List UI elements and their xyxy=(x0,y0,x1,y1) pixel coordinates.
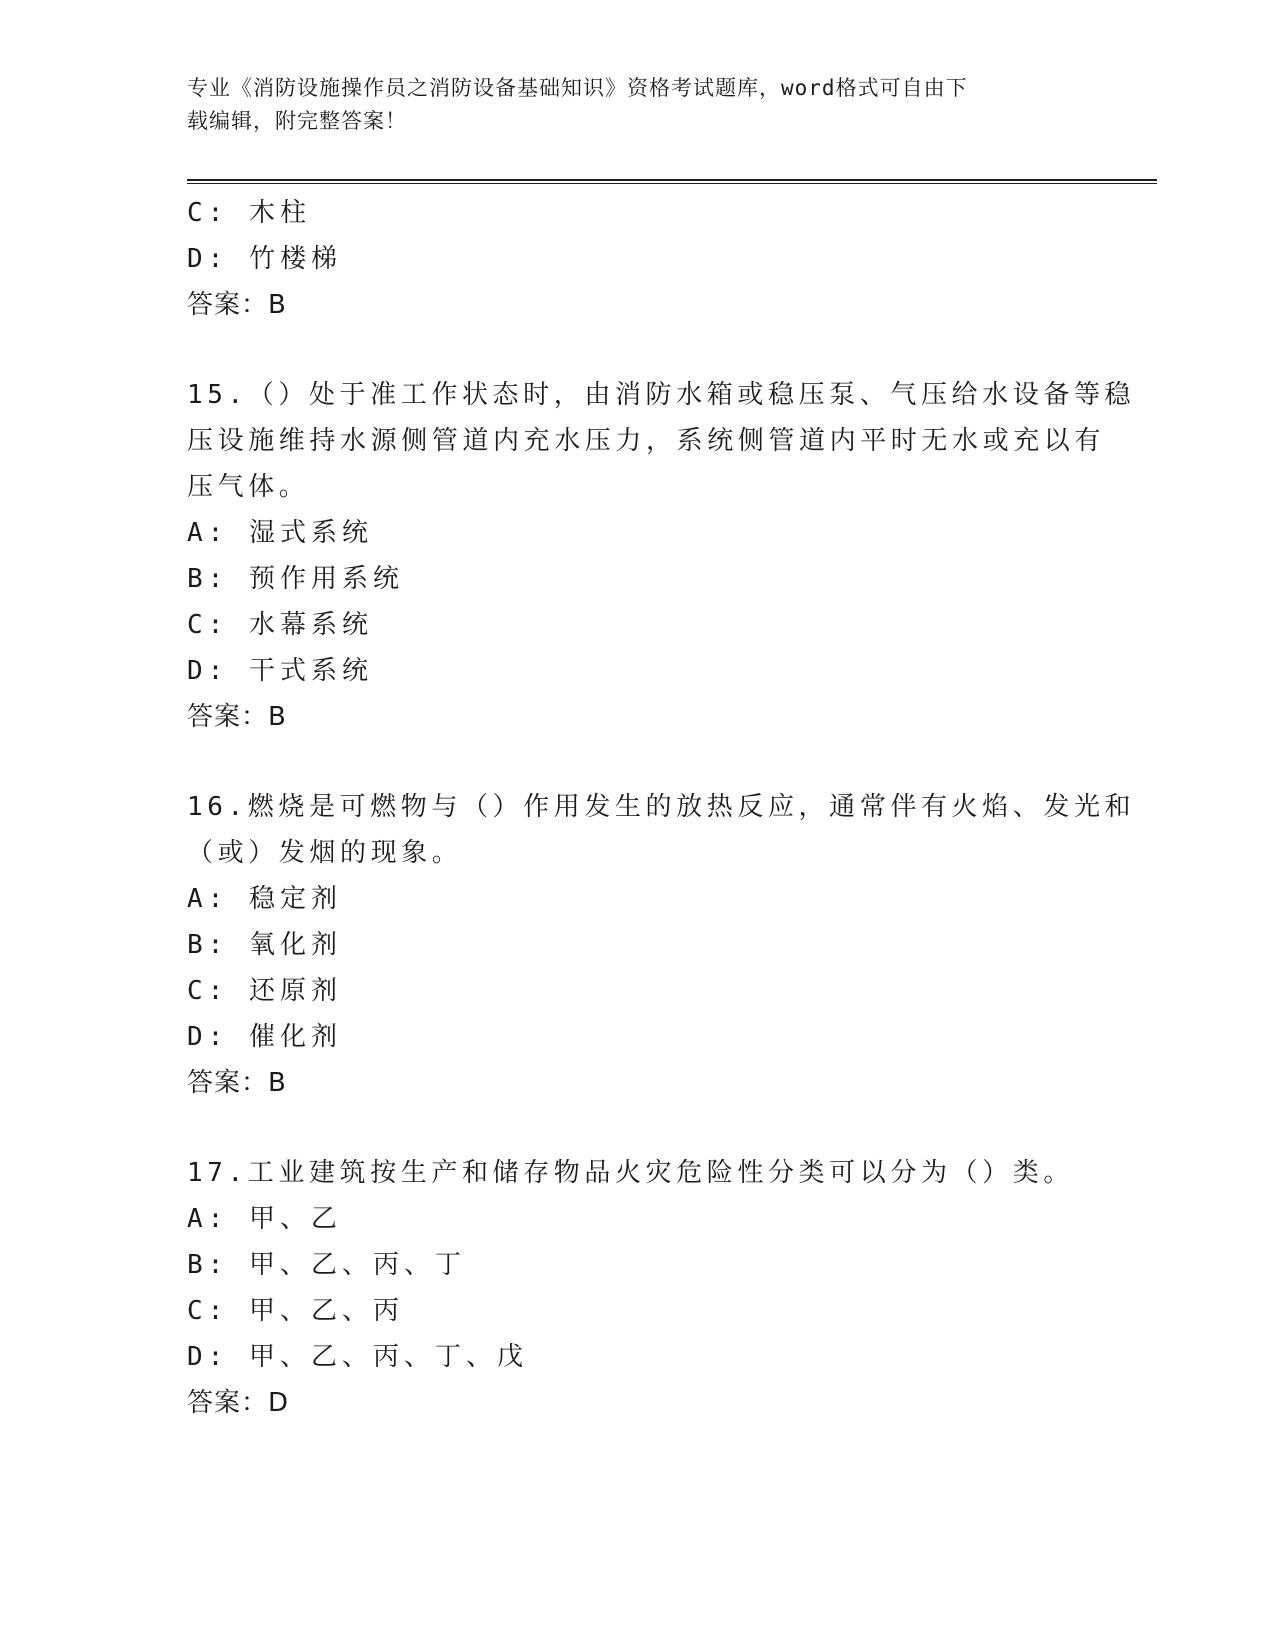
answer: 答案：B xyxy=(187,1068,287,1098)
question-15 xyxy=(187,372,1136,740)
option-c: C: 还原剂 xyxy=(187,976,342,1006)
option-d: D: 竹楼梯 xyxy=(187,244,342,274)
answer: 答案：D xyxy=(187,1388,290,1418)
question-16 xyxy=(187,784,1136,1106)
answer: 答案：B xyxy=(187,290,287,320)
option-d: D: 干式系统 xyxy=(187,656,373,686)
question-text: （或）发烟的现象。 xyxy=(187,838,463,868)
option-d: D: 甲、乙、丙、丁、戊 xyxy=(187,1342,528,1372)
question-17 xyxy=(187,1150,1087,1426)
header-line-1: 专业《消防设施操作员之消防设备基础知识》资格考试题库，word格式可自由下 xyxy=(187,76,968,100)
option-c: C: 水幕系统 xyxy=(187,610,373,640)
option-a: A: 湿式系统 xyxy=(187,518,373,548)
option-b: B: 甲、乙、丙、丁 xyxy=(187,1250,466,1280)
option-a: A: 稳定剂 xyxy=(187,884,342,914)
question-list xyxy=(187,190,1136,1426)
answer: 答案：B xyxy=(187,702,287,732)
document-header xyxy=(187,72,1067,138)
option-a: A: 甲、乙 xyxy=(187,1204,342,1234)
question-text: 17.工业建筑按生产和储存物品火灾危险性分类可以分为（）类。 xyxy=(187,1158,1074,1188)
header-divider xyxy=(187,179,1157,181)
question-text: 16.燃烧是可燃物与（）作用发生的放热反应，通常伴有火焰、发光和 xyxy=(187,792,1136,822)
option-b: B: 预作用系统 xyxy=(187,564,404,594)
question-14-tail xyxy=(187,190,1087,328)
question-text: 15.（）处于准工作状态时，由消防水箱或稳压泵、气压给水设备等稳 xyxy=(187,380,1136,410)
question-text: 压气体。 xyxy=(187,472,310,502)
option-c: C: 木柱 xyxy=(187,198,311,228)
option-c: C: 甲、乙、丙 xyxy=(187,1296,404,1326)
option-b: B: 氧化剂 xyxy=(187,930,342,960)
option-d: D: 催化剂 xyxy=(187,1022,342,1052)
question-text: 压设施维持水源侧管道内充水压力，系统侧管道内平时无水或充以有 xyxy=(187,426,1106,456)
header-divider-thin xyxy=(187,183,1157,184)
header-line-2: 载编辑，附完整答案！ xyxy=(187,109,407,133)
